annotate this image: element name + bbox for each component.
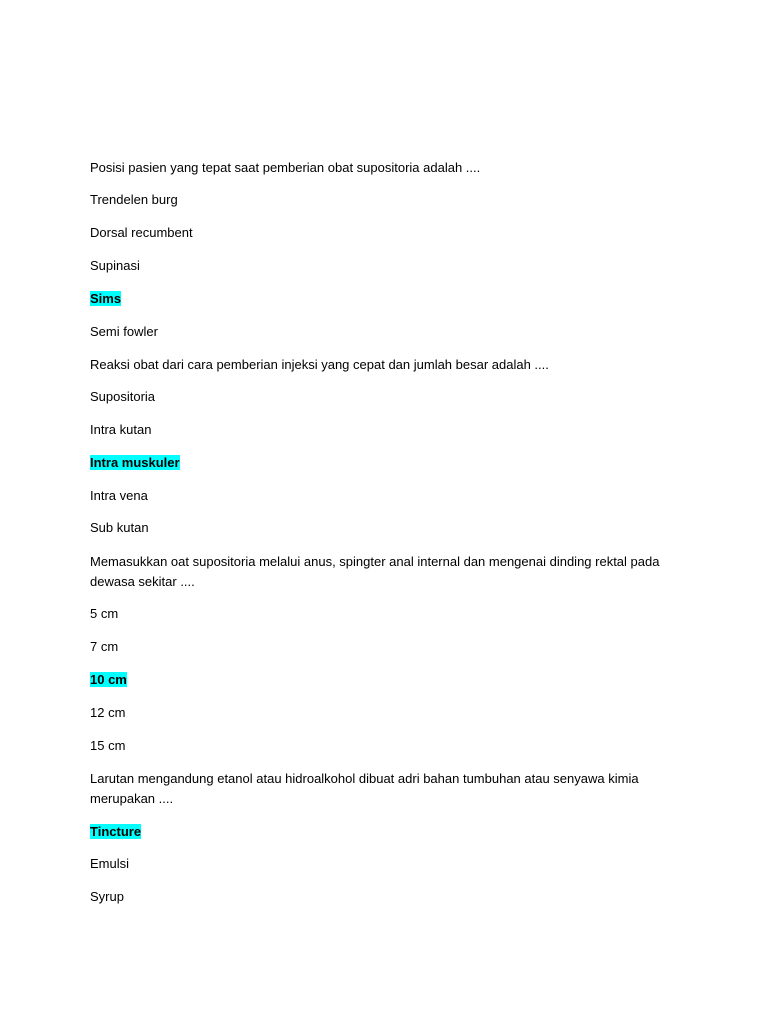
document-text-line xyxy=(90,637,118,657)
line-text: 15 cm xyxy=(90,738,126,753)
line-text: Tincture xyxy=(90,824,142,839)
document-text-line xyxy=(90,769,639,789)
line-text: Syrup xyxy=(90,889,124,904)
line-text: Intra kutan xyxy=(90,422,152,437)
line-text: Sub kutan xyxy=(90,520,149,535)
line-text: Intra muskuler xyxy=(90,455,180,470)
document-text-line xyxy=(90,387,155,407)
line-text: Memasukkan oat supositoria melalui anus, spingter anal internal dan mengenai dinding rektal pada xyxy=(90,554,660,569)
answer-highlighted-line xyxy=(90,289,121,309)
line-text: Sims xyxy=(90,291,122,306)
document-text-line xyxy=(90,703,125,723)
document-text-line xyxy=(90,518,149,538)
document-text-line xyxy=(90,887,124,907)
document-text-line xyxy=(90,256,140,276)
line-text: Supositoria xyxy=(90,389,156,404)
line-text: Emulsi xyxy=(90,856,130,871)
line-text: Supinasi xyxy=(90,258,140,273)
document-text-line xyxy=(90,854,129,874)
document-text-line xyxy=(90,486,148,506)
document-text-line xyxy=(90,355,549,375)
document-text-line xyxy=(90,736,125,756)
document-text-line xyxy=(90,420,151,440)
document-text-line xyxy=(90,190,178,210)
line-text: dewasa sekitar .... xyxy=(90,574,195,589)
line-text: Dorsal recumbent xyxy=(90,225,193,240)
line-text: Larutan mengandung etanol atau hidroalkohol dibuat adri bahan tumbuhan atau senyawa kimia xyxy=(90,771,639,786)
line-text: Reaksi obat dari cara pemberian injeksi yang cepat dan jumlah besar adalah .... xyxy=(90,357,549,372)
line-text: merupakan .... xyxy=(90,791,174,806)
document-text-line xyxy=(90,604,118,624)
answer-highlighted-line xyxy=(90,822,141,842)
answer-highlighted-line xyxy=(90,453,180,473)
document-text-line xyxy=(90,789,173,809)
line-text: 7 cm xyxy=(90,639,119,654)
answer-highlighted-line xyxy=(90,670,127,690)
line-text: Intra vena xyxy=(90,488,148,503)
document-text-line xyxy=(90,552,659,572)
line-text: Trendelen burg xyxy=(90,192,178,207)
document-text-line xyxy=(90,322,158,342)
line-text: Posisi pasien yang tepat saat pemberian obat supositoria adalah .... xyxy=(90,160,481,175)
document-text-line xyxy=(90,572,195,592)
line-text: Semi fowler xyxy=(90,324,158,339)
line-text: 10 cm xyxy=(90,672,127,687)
document-text-line xyxy=(90,158,480,178)
document-text-line xyxy=(90,223,193,243)
line-text: 5 cm xyxy=(90,606,119,621)
line-text: 12 cm xyxy=(90,705,126,720)
